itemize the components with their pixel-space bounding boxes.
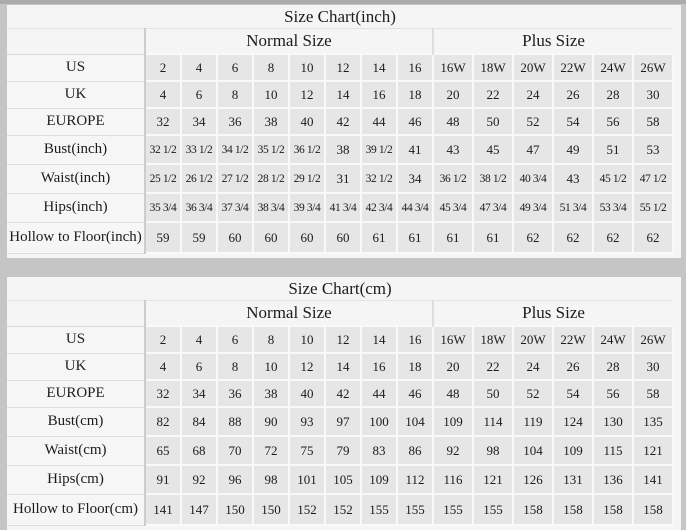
tables-gap [0, 258, 686, 277]
size-cell: 6 [181, 353, 217, 380]
size-cell: 46 [397, 380, 433, 407]
size-cell: 8 [217, 353, 253, 380]
size-cell: 25 1/2 [145, 164, 181, 193]
size-cell: 40 3/4 [513, 164, 553, 193]
size-cell: 83 [361, 436, 397, 465]
row-label: US [7, 326, 145, 353]
size-cell: 24W [593, 54, 633, 81]
size-cell: 10 [253, 353, 289, 380]
size-cell: 4 [145, 353, 181, 380]
size-cell: 62 [553, 222, 593, 253]
size-cell: 47 [513, 135, 553, 164]
table-row [7, 465, 673, 494]
size-cell: 97 [325, 407, 361, 436]
group-header-normal: Normal Size [145, 301, 433, 327]
size-cell: 79 [325, 436, 361, 465]
size-cell: 37 3/4 [217, 193, 253, 222]
size-cell: 12 [289, 353, 325, 380]
size-cell: 155 [433, 494, 473, 525]
size-cell: 104 [513, 436, 553, 465]
size-cell: 46 [397, 108, 433, 135]
size-cell: 45 3/4 [433, 193, 473, 222]
size-chart-inch-card [7, 5, 681, 258]
size-cell: 58 [633, 380, 673, 407]
size-cell: 22 [473, 353, 513, 380]
size-cell: 104 [397, 407, 433, 436]
table-row [7, 222, 673, 253]
size-cell: 109 [361, 465, 397, 494]
table-row [7, 436, 673, 465]
size-cell: 10 [253, 81, 289, 108]
row-label: Hollow to Floor(cm) [7, 494, 145, 525]
size-cell: 158 [553, 494, 593, 525]
size-cell: 135 [633, 407, 673, 436]
size-cell: 36 1/2 [289, 135, 325, 164]
row-label: Hips(cm) [7, 465, 145, 494]
size-chart-cm-card [7, 277, 681, 530]
size-cell: 52 [513, 380, 553, 407]
size-cell: 58 [633, 108, 673, 135]
size-cell: 14 [325, 81, 361, 108]
row-label: EUROPE [7, 380, 145, 407]
size-cell: 59 [181, 222, 217, 253]
size-cell: 44 [361, 108, 397, 135]
size-cell: 155 [473, 494, 513, 525]
size-cell: 54 [553, 380, 593, 407]
row-label: UK [7, 81, 145, 108]
size-cell: 12 [325, 54, 361, 81]
size-cell: 155 [397, 494, 433, 525]
size-cell: 30 [633, 81, 673, 108]
size-cell: 90 [253, 407, 289, 436]
table-row [7, 353, 673, 380]
size-cell: 4 [181, 54, 217, 81]
group-header-blank [7, 301, 145, 327]
size-cell: 48 [433, 380, 473, 407]
size-cell: 51 3/4 [553, 193, 593, 222]
size-cell: 141 [145, 494, 181, 525]
size-cell: 98 [473, 436, 513, 465]
size-cell: 4 [181, 326, 217, 353]
size-cell: 50 [473, 380, 513, 407]
size-cell: 18W [473, 54, 513, 81]
size-cell: 40 [289, 380, 325, 407]
row-label: UK [7, 353, 145, 380]
size-cell: 82 [145, 407, 181, 436]
size-cell: 32 [145, 380, 181, 407]
size-cell: 101 [289, 465, 325, 494]
size-cell: 39 3/4 [289, 193, 325, 222]
size-cell: 158 [513, 494, 553, 525]
row-label: Hollow to Floor(inch) [7, 222, 145, 253]
size-cell: 16 [397, 326, 433, 353]
size-cell: 14 [361, 326, 397, 353]
table-title: Size Chart(inch) [7, 5, 673, 29]
size-cell: 16 [397, 54, 433, 81]
size-cell: 59 [145, 222, 181, 253]
size-cell: 60 [325, 222, 361, 253]
size-cell: 34 [181, 380, 217, 407]
table-row [7, 54, 673, 81]
size-cell: 62 [593, 222, 633, 253]
size-cell: 44 [361, 380, 397, 407]
size-cell: 28 [593, 353, 633, 380]
row-label: Bust(inch) [7, 135, 145, 164]
size-cell: 152 [325, 494, 361, 525]
row-label: US [7, 54, 145, 81]
table-row [7, 326, 673, 353]
size-cell: 130 [593, 407, 633, 436]
table-row [7, 164, 673, 193]
size-cell: 6 [217, 54, 253, 81]
size-cell: 40 [289, 108, 325, 135]
size-cell: 91 [145, 465, 181, 494]
size-cell: 60 [289, 222, 325, 253]
size-cell: 62 [513, 222, 553, 253]
size-cell: 8 [253, 326, 289, 353]
group-header-blank [7, 29, 145, 55]
size-cell: 36 3/4 [181, 193, 217, 222]
row-label: EUROPE [7, 108, 145, 135]
size-cell: 155 [361, 494, 397, 525]
size-cell: 18 [397, 81, 433, 108]
size-cell: 55 1/2 [633, 193, 673, 222]
size-cell: 24 [513, 81, 553, 108]
group-header-plus: Plus Size [433, 29, 673, 55]
size-cell: 61 [473, 222, 513, 253]
table-row [7, 494, 673, 525]
size-cell: 34 1/2 [217, 135, 253, 164]
size-cell: 34 [397, 164, 433, 193]
size-cell: 18W [473, 326, 513, 353]
size-cell: 56 [593, 108, 633, 135]
size-cell: 38 [253, 380, 289, 407]
size-cell: 112 [397, 465, 433, 494]
size-cell: 38 [253, 108, 289, 135]
size-cell: 26W [633, 54, 673, 81]
size-cell: 22W [553, 326, 593, 353]
size-cell: 41 3/4 [325, 193, 361, 222]
table-row [7, 81, 673, 108]
size-cell: 24W [593, 326, 633, 353]
size-cell: 10 [289, 326, 325, 353]
size-cell: 61 [361, 222, 397, 253]
size-cell: 42 3/4 [361, 193, 397, 222]
size-cell: 124 [553, 407, 593, 436]
size-cell: 93 [289, 407, 325, 436]
size-cell: 51 [593, 135, 633, 164]
size-cell: 41 [397, 135, 433, 164]
group-header-row [7, 29, 673, 55]
size-cell: 22W [553, 54, 593, 81]
size-cell: 48 [433, 108, 473, 135]
size-cell: 16W [433, 54, 473, 81]
size-cell: 98 [253, 465, 289, 494]
size-cell: 39 1/2 [361, 135, 397, 164]
row-label: Bust(cm) [7, 407, 145, 436]
table-title-row [7, 277, 673, 301]
size-cell: 115 [593, 436, 633, 465]
page-top-strip [0, 0, 686, 4]
size-cell: 33 1/2 [181, 135, 217, 164]
size-cell: 136 [593, 465, 633, 494]
size-cell: 47 1/2 [633, 164, 673, 193]
size-chart-cm-table [7, 277, 674, 526]
size-cell: 50 [473, 108, 513, 135]
size-cell: 61 [433, 222, 473, 253]
size-cell: 60 [253, 222, 289, 253]
size-cell: 158 [593, 494, 633, 525]
size-cell: 6 [181, 81, 217, 108]
size-cell: 42 [325, 108, 361, 135]
size-cell: 88 [217, 407, 253, 436]
row-label: Hips(inch) [7, 193, 145, 222]
size-cell: 152 [289, 494, 325, 525]
size-cell: 150 [217, 494, 253, 525]
size-cell: 47 3/4 [473, 193, 513, 222]
row-label: Waist(inch) [7, 164, 145, 193]
size-cell: 14 [361, 54, 397, 81]
size-cell: 92 [433, 436, 473, 465]
size-cell: 60 [217, 222, 253, 253]
size-cell: 147 [181, 494, 217, 525]
size-cell: 45 1/2 [593, 164, 633, 193]
size-cell: 53 3/4 [593, 193, 633, 222]
row-label: Waist(cm) [7, 436, 145, 465]
size-chart-page [0, 5, 686, 530]
size-cell: 27 1/2 [217, 164, 253, 193]
size-cell: 42 [325, 380, 361, 407]
size-cell: 32 1/2 [145, 135, 181, 164]
size-cell: 29 1/2 [289, 164, 325, 193]
size-cell: 20W [513, 326, 553, 353]
group-header-plus: Plus Size [433, 301, 673, 327]
size-cell: 38 [325, 135, 361, 164]
size-cell: 38 1/2 [473, 164, 513, 193]
size-cell: 31 [325, 164, 361, 193]
size-cell: 52 [513, 108, 553, 135]
size-cell: 18 [397, 353, 433, 380]
size-cell: 12 [289, 81, 325, 108]
size-cell: 28 [593, 81, 633, 108]
size-cell: 20W [513, 54, 553, 81]
size-cell: 14 [325, 353, 361, 380]
size-cell: 72 [253, 436, 289, 465]
size-cell: 28 1/2 [253, 164, 289, 193]
size-cell: 20 [433, 81, 473, 108]
table-body [7, 5, 673, 253]
size-cell: 16 [361, 81, 397, 108]
size-chart-inch-table [7, 5, 674, 254]
size-cell: 36 [217, 380, 253, 407]
size-cell: 34 [181, 108, 217, 135]
group-header-normal: Normal Size [145, 29, 433, 55]
size-cell: 36 [217, 108, 253, 135]
size-cell: 105 [325, 465, 361, 494]
size-cell: 100 [361, 407, 397, 436]
size-cell: 2 [145, 54, 181, 81]
table-title: Size Chart(cm) [7, 277, 673, 301]
size-cell: 26W [633, 326, 673, 353]
size-cell: 54 [553, 108, 593, 135]
size-cell: 43 [433, 135, 473, 164]
size-cell: 84 [181, 407, 217, 436]
size-cell: 22 [473, 81, 513, 108]
size-cell: 96 [217, 465, 253, 494]
size-cell: 126 [513, 465, 553, 494]
size-cell: 43 [553, 164, 593, 193]
size-cell: 49 [553, 135, 593, 164]
size-cell: 8 [217, 81, 253, 108]
size-cell: 26 1/2 [181, 164, 217, 193]
size-cell: 131 [553, 465, 593, 494]
size-cell: 35 1/2 [253, 135, 289, 164]
size-cell: 12 [325, 326, 361, 353]
size-cell: 2 [145, 326, 181, 353]
table-row [7, 135, 673, 164]
size-cell: 119 [513, 407, 553, 436]
group-header-row [7, 301, 673, 327]
size-cell: 30 [633, 353, 673, 380]
size-cell: 35 3/4 [145, 193, 181, 222]
size-cell: 16W [433, 326, 473, 353]
size-cell: 49 3/4 [513, 193, 553, 222]
size-cell: 36 1/2 [433, 164, 473, 193]
size-cell: 141 [633, 465, 673, 494]
size-cell: 116 [433, 465, 473, 494]
size-cell: 109 [553, 436, 593, 465]
size-cell: 121 [473, 465, 513, 494]
size-cell: 38 3/4 [253, 193, 289, 222]
size-cell: 8 [253, 54, 289, 81]
size-cell: 26 [553, 353, 593, 380]
size-cell: 62 [633, 222, 673, 253]
size-cell: 150 [253, 494, 289, 525]
size-cell: 4 [145, 81, 181, 108]
size-cell: 16 [361, 353, 397, 380]
size-cell: 20 [433, 353, 473, 380]
size-cell: 32 [145, 108, 181, 135]
size-cell: 158 [633, 494, 673, 525]
table-row [7, 380, 673, 407]
size-cell: 68 [181, 436, 217, 465]
size-cell: 53 [633, 135, 673, 164]
size-cell: 75 [289, 436, 325, 465]
size-cell: 10 [289, 54, 325, 81]
size-cell: 6 [217, 326, 253, 353]
size-cell: 61 [397, 222, 433, 253]
size-cell: 45 [473, 135, 513, 164]
size-cell: 109 [433, 407, 473, 436]
size-cell: 32 1/2 [361, 164, 397, 193]
size-cell: 26 [553, 81, 593, 108]
size-cell: 56 [593, 380, 633, 407]
size-cell: 65 [145, 436, 181, 465]
table-row [7, 407, 673, 436]
size-cell: 114 [473, 407, 513, 436]
table-row [7, 193, 673, 222]
table-title-row [7, 5, 673, 29]
table-body [7, 277, 673, 525]
size-cell: 86 [397, 436, 433, 465]
table-row [7, 108, 673, 135]
size-cell: 121 [633, 436, 673, 465]
size-cell: 92 [181, 465, 217, 494]
size-cell: 24 [513, 353, 553, 380]
size-cell: 70 [217, 436, 253, 465]
size-cell: 44 3/4 [397, 193, 433, 222]
